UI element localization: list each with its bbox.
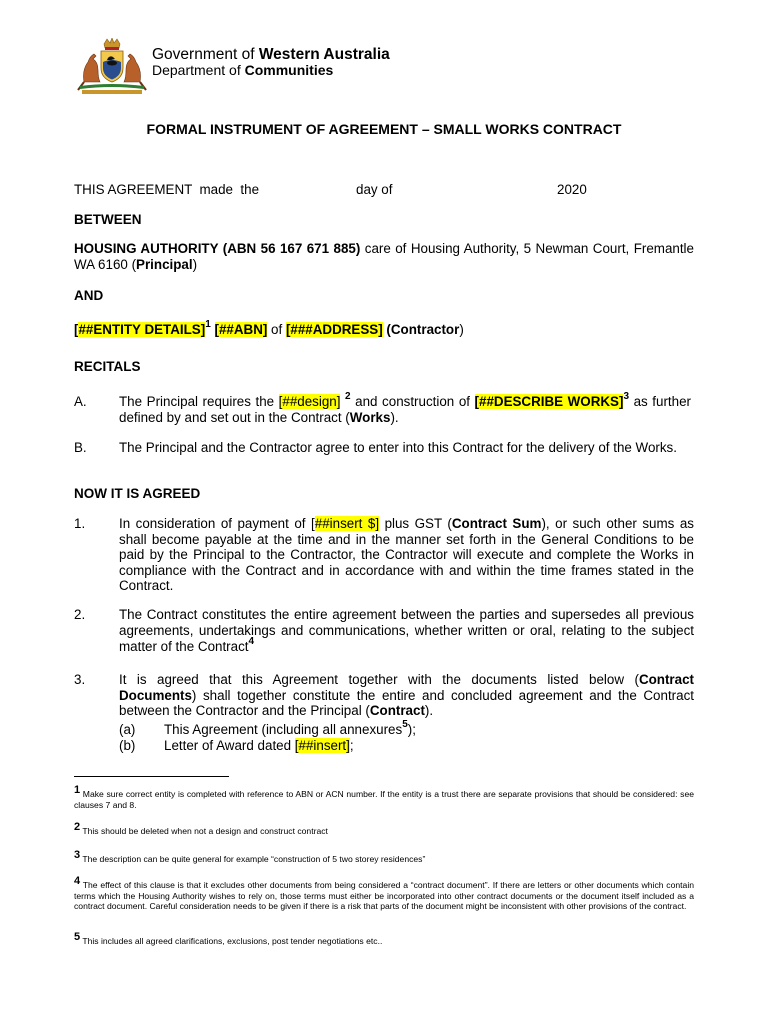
item-a-body: This Agreement (including all annexures: [164, 722, 403, 737]
contractor-mid: (: [382, 322, 391, 337]
principal-party: [74, 241, 694, 272]
clause-3-text: [119, 672, 694, 719]
recitals-heading: RECITALS: [74, 359, 141, 374]
contract-sum-placeholder: ##insert $]: [314, 516, 380, 531]
footnote-ref-3: 3: [623, 391, 630, 402]
clause-2-number: 2.: [74, 607, 86, 622]
and-heading: AND: [74, 288, 104, 303]
department-name: [152, 62, 333, 79]
principal-role: Principal: [136, 256, 193, 272]
footnote-ref-5: 5: [402, 719, 408, 730]
government-name-bold: Western Australia: [258, 46, 390, 63]
department-name-bold: Communities: [244, 62, 334, 78]
clause-1-part1: In consideration of payment of [: [119, 516, 315, 531]
recital-b-text: The Principal and the Contractor agree to enter into this Contract for the delivery of the Works.: [119, 440, 677, 455]
government-name-prefix: Government of: [152, 46, 259, 63]
footnote-ref-1: 1: [205, 319, 211, 330]
clause-3-item-b-text: [164, 738, 354, 754]
recital-a-part3: as further defined by and set out in the Contract (: [119, 394, 691, 425]
clause-3-number: 3.: [74, 672, 86, 687]
between-heading: BETWEEN: [74, 212, 142, 227]
footnote-ref-4: 4: [248, 636, 255, 647]
footnote-2-text: This should be deleted when not a design and construct contract: [82, 826, 328, 836]
footnote-4: [74, 875, 695, 912]
contract-label: Contract: [369, 703, 425, 718]
footnote-4-number: 4: [74, 875, 81, 887]
government-name: [152, 46, 390, 63]
works-label: Works: [349, 409, 391, 425]
footnote-separator: [74, 776, 229, 777]
clause-3-part2: ) shall together constitute the entire and concluded agreement and the Contract between the Contractor and the Principal (: [119, 687, 694, 718]
contractor-address-placeholder: [###ADDRESS]: [285, 322, 383, 337]
clause-3-part1: It is agreed that this Agreement together with the documents listed below (: [119, 672, 639, 687]
agreement-made-text: THIS AGREEMENT made the: [74, 182, 260, 197]
principal-address: care of Housing Authority, 5 Newman Court, Fremantle WA 6160 (: [74, 241, 694, 272]
footnote-1-text: Make sure correct entity is completed with reference to ABN or ACN number. If the entity is a trust there are separate provisions that should be considered: see clauses 7 and 8.: [74, 789, 694, 810]
footnote-3-number: 3: [74, 849, 81, 861]
recital-a-text: [119, 391, 691, 425]
document-title: FORMAL INSTRUMENT OF AGREEMENT – SMALL WORKS CONTRACT: [146, 121, 622, 137]
recital-a-part4: ).: [390, 409, 399, 425]
clause-1-part2: plus GST (: [379, 516, 452, 531]
clause-3-part3: ).: [424, 703, 434, 718]
principal-close: ): [192, 256, 198, 272]
clause-2-body: The Contract constitutes the entire agreement between the parties and supersedes all previous agreements, undertakings and communications, whether written or oral, relating to the subject matter of the Contract: [119, 607, 694, 654]
recital-b-letter: B.: [74, 440, 87, 455]
contractor-open-bracket: [: [74, 322, 79, 337]
contractor-entity-placeholder: ##ENTITY DETAILS]: [78, 322, 206, 337]
day-of-text: day of: [356, 182, 393, 197]
contractor-close: ): [459, 322, 464, 337]
now-it-is-agreed-heading: NOW IT IS AGREED: [74, 486, 201, 501]
year-text: 2020: [557, 182, 587, 197]
clause-2-text: [119, 607, 694, 655]
design-placeholder: [##design]: [278, 394, 341, 409]
contractor-party: [74, 319, 694, 338]
contractor-abn-placeholder: [##ABN]: [214, 322, 268, 337]
contract-sum-label: Contract Sum: [451, 516, 542, 531]
item-b-body: Letter of Award dated: [164, 738, 295, 753]
item-a-end: );: [407, 722, 416, 737]
footnote-4-text: The effect of this clause is that it excludes other documents from being considered a “contract document”. If there are letters or other documents which contain terms which the Housing Authority wishes to rely on, those terms must either be incorporated into other contract documents or the document itself included as a contract document. Careful consideration needs to be given if there is a risk that parts of the document might be inconsistent with other provisions of the contract.: [74, 880, 695, 912]
department-name-prefix: Department of: [152, 62, 245, 78]
clause-1-part3: ), or such other sums as shall become payable at the time and in the manner set forth in the General Conditions to be paid by the Principal to the Contractor, the Contractor will execute and complete the Works in compliance with the Contract and in accordance with and within the time frames stated in the Contract.: [119, 516, 694, 593]
contractor-role: Contractor: [390, 322, 460, 337]
clause-1-number: 1.: [74, 516, 86, 531]
footnote-5-text: This includes all agreed clarifications, exclusions, post tender negotiations etc..: [82, 936, 383, 946]
wa-government-crest: [74, 38, 150, 96]
footnote-1-number: 1: [74, 784, 81, 796]
item-b-end: ;: [349, 738, 354, 753]
clause-3-item-b-label: (b): [119, 738, 136, 753]
recital-a-letter: A.: [74, 394, 87, 409]
footnote-5: [74, 931, 694, 947]
footnote-ref-2: 2: [345, 391, 351, 402]
contract-documents-label: Contract Documents: [119, 672, 694, 703]
footnote-2: [74, 821, 694, 837]
footnote-3-text: The description can be quite general for example “construction of 5 two storey residences”: [82, 854, 426, 864]
agreement-made-line: [74, 182, 694, 198]
clause-1-text: [119, 516, 694, 594]
contractor-of: of: [267, 322, 286, 337]
footnote-5-number: 5: [74, 931, 81, 943]
recital-a-part1: The Principal requires the: [119, 394, 279, 409]
award-date-placeholder: [##insert]: [294, 738, 350, 753]
recital-a-part2: and construction of: [350, 394, 475, 409]
describe-works-placeholder: [##DESCRIBE WORKS]: [474, 394, 624, 409]
footnote-2-number: 2: [74, 821, 81, 833]
footnote-1: [74, 784, 694, 810]
clause-3-item-a-text: [164, 719, 416, 738]
footnote-3: [74, 849, 694, 865]
clause-3-item-a-label: (a): [119, 722, 136, 737]
principal-name: HOUSING AUTHORITY (ABN 56 167 671 885): [74, 241, 361, 256]
